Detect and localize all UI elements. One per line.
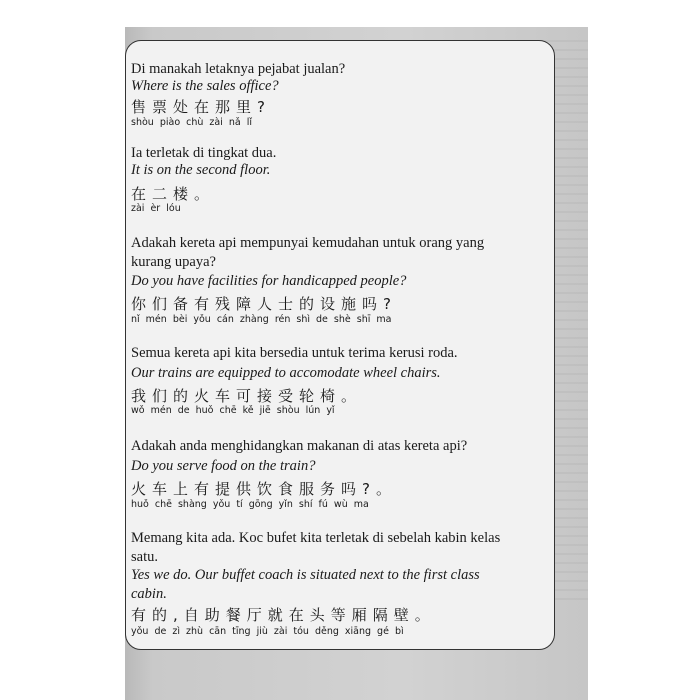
chinese-text: 我们的火车可接受轮椅。 — [131, 387, 363, 405]
malay-text: Ia terletak di tingkat dua. — [131, 145, 277, 161]
pinyin-text: huǒ chē shàng yǒu tí gōng yǐn shí fú wù ma — [131, 499, 369, 510]
pinyin-text: wǒ mén de huǒ chē kě jiē shòu lún yǐ — [131, 405, 335, 416]
malay-text: Adakah anda menghidangkan makanan di atas kereta api? — [131, 438, 468, 454]
malay-text-continued: satu. — [131, 549, 158, 565]
malay-text: Di manakah letaknya pejabat jualan? — [131, 61, 346, 77]
chinese-text: 售票处在那里? — [131, 98, 271, 116]
english-text: It is on the second floor. — [131, 162, 271, 178]
malay-text: Semua kereta api kita bersedia untuk terima kerusi roda. — [131, 345, 458, 361]
malay-text: Adakah kereta api mempunyai kemudahan untuk orang yang — [131, 235, 485, 251]
malay-text-continued: kurang upaya? — [131, 254, 216, 270]
pinyin-text: nǐ mén bèi yǒu cán zhàng rén shì de shè shī ma — [131, 314, 392, 325]
english-text: Where is the sales office? — [131, 78, 279, 94]
pinyin-text: yǒu de zì zhù cān tīng jiù zài tóu děng xiāng gé bì — [131, 626, 404, 637]
malay-text: Memang kita ada. Koc bufet kita terletak di sebelah kabin kelas — [131, 530, 501, 546]
chinese-text: 有的,自助餐厅就在头等厢隔壁。 — [131, 606, 436, 624]
english-text: Yes we do. Our buffet coach is situated next to the first class — [131, 567, 480, 583]
chinese-text: 火车上有提供饮食服务吗?。 — [131, 480, 397, 498]
english-text: Do you serve food on the train? — [131, 458, 316, 474]
english-text-continued: cabin. — [131, 586, 167, 602]
chinese-text: 你们备有残障人士的设施吗? — [131, 295, 397, 313]
english-text: Our trains are equipped to accomodate wheel chairs. — [131, 365, 441, 381]
english-text: Do you have facilities for handicapped people? — [131, 273, 407, 289]
pinyin-text: shòu piào chù zài nǎ lǐ — [131, 117, 253, 128]
pinyin-text: zài èr lóu — [131, 203, 181, 214]
chinese-text: 在二楼。 — [131, 185, 216, 203]
